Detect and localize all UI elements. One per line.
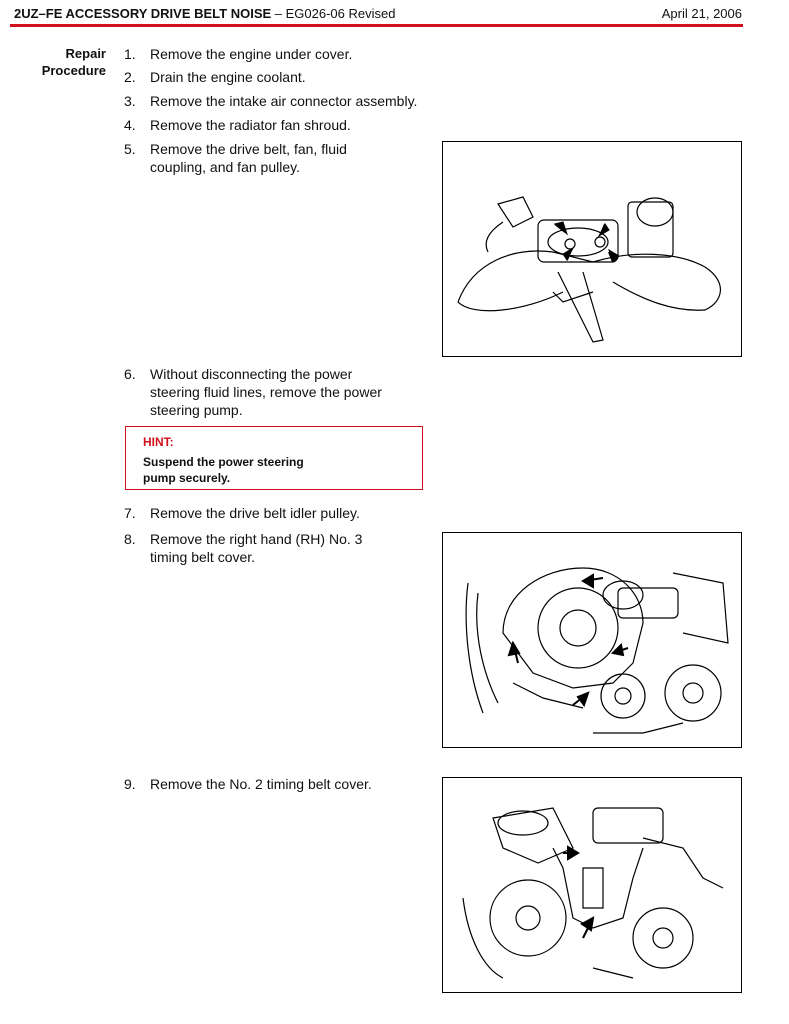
step-number: 5.	[124, 141, 136, 157]
step-text-line: Without disconnecting the power	[150, 366, 353, 382]
arrow-icons	[443, 142, 743, 358]
step-text-line: timing belt cover.	[150, 549, 256, 565]
document-date: April 21, 2006	[661, 6, 742, 21]
step-text: Remove the intake air connector assembly.	[150, 93, 418, 109]
step-text: Remove the engine under cover.	[150, 46, 353, 62]
step-text: Drain the engine coolant.	[150, 69, 306, 85]
step-number: 2.	[124, 69, 136, 85]
hint-label: HINT:	[143, 435, 174, 449]
arrow-icons	[443, 533, 743, 749]
hint-text-line: Suspend the power steering	[143, 455, 304, 469]
step-text: Remove the drive belt idler pulley.	[150, 505, 360, 521]
figure-fan-pulley	[442, 141, 742, 357]
figure-no2-timing-belt-cover	[442, 777, 742, 993]
hint-text	[143, 454, 343, 486]
page-header	[0, 0, 789, 26]
step-text	[150, 365, 382, 419]
step-number: 1.	[124, 46, 136, 62]
title-bold: 2UZ–FE ACCESSORY DRIVE BELT NOISE	[14, 6, 272, 21]
step-text-line: steering pump.	[150, 402, 243, 418]
step-text-line: Remove the drive belt, fan, fluid	[150, 141, 347, 157]
step-text: Remove the No. 2 timing belt cover.	[150, 776, 372, 792]
step-number: 6.	[124, 366, 136, 382]
section-label-line1: Repair	[65, 46, 106, 61]
step-text-line: Remove the right hand (RH) No. 3	[150, 531, 363, 547]
arrow-icons	[443, 778, 743, 994]
step-number: 8.	[124, 531, 136, 547]
step-text: Remove the radiator fan shroud.	[150, 117, 351, 133]
step-text-line: coupling, and fan pulley.	[150, 159, 300, 175]
hint-text-line: pump securely.	[143, 471, 231, 485]
step-number: 4.	[124, 117, 136, 133]
section-label	[14, 45, 106, 79]
hint-box	[125, 426, 423, 490]
figure-rh-no3-timing-belt-cover	[442, 532, 742, 748]
step-number: 3.	[124, 93, 136, 109]
header-rule	[10, 24, 743, 27]
step-text-line: steering fluid lines, remove the power	[150, 384, 382, 400]
step-number: 9.	[124, 776, 136, 792]
title-suffix: – EG026-06 Revised	[271, 6, 396, 21]
step-number: 7.	[124, 505, 136, 521]
step-text	[150, 140, 347, 176]
section-label-line2: Procedure	[41, 63, 106, 78]
step-text	[150, 530, 362, 566]
document-title	[14, 6, 395, 21]
